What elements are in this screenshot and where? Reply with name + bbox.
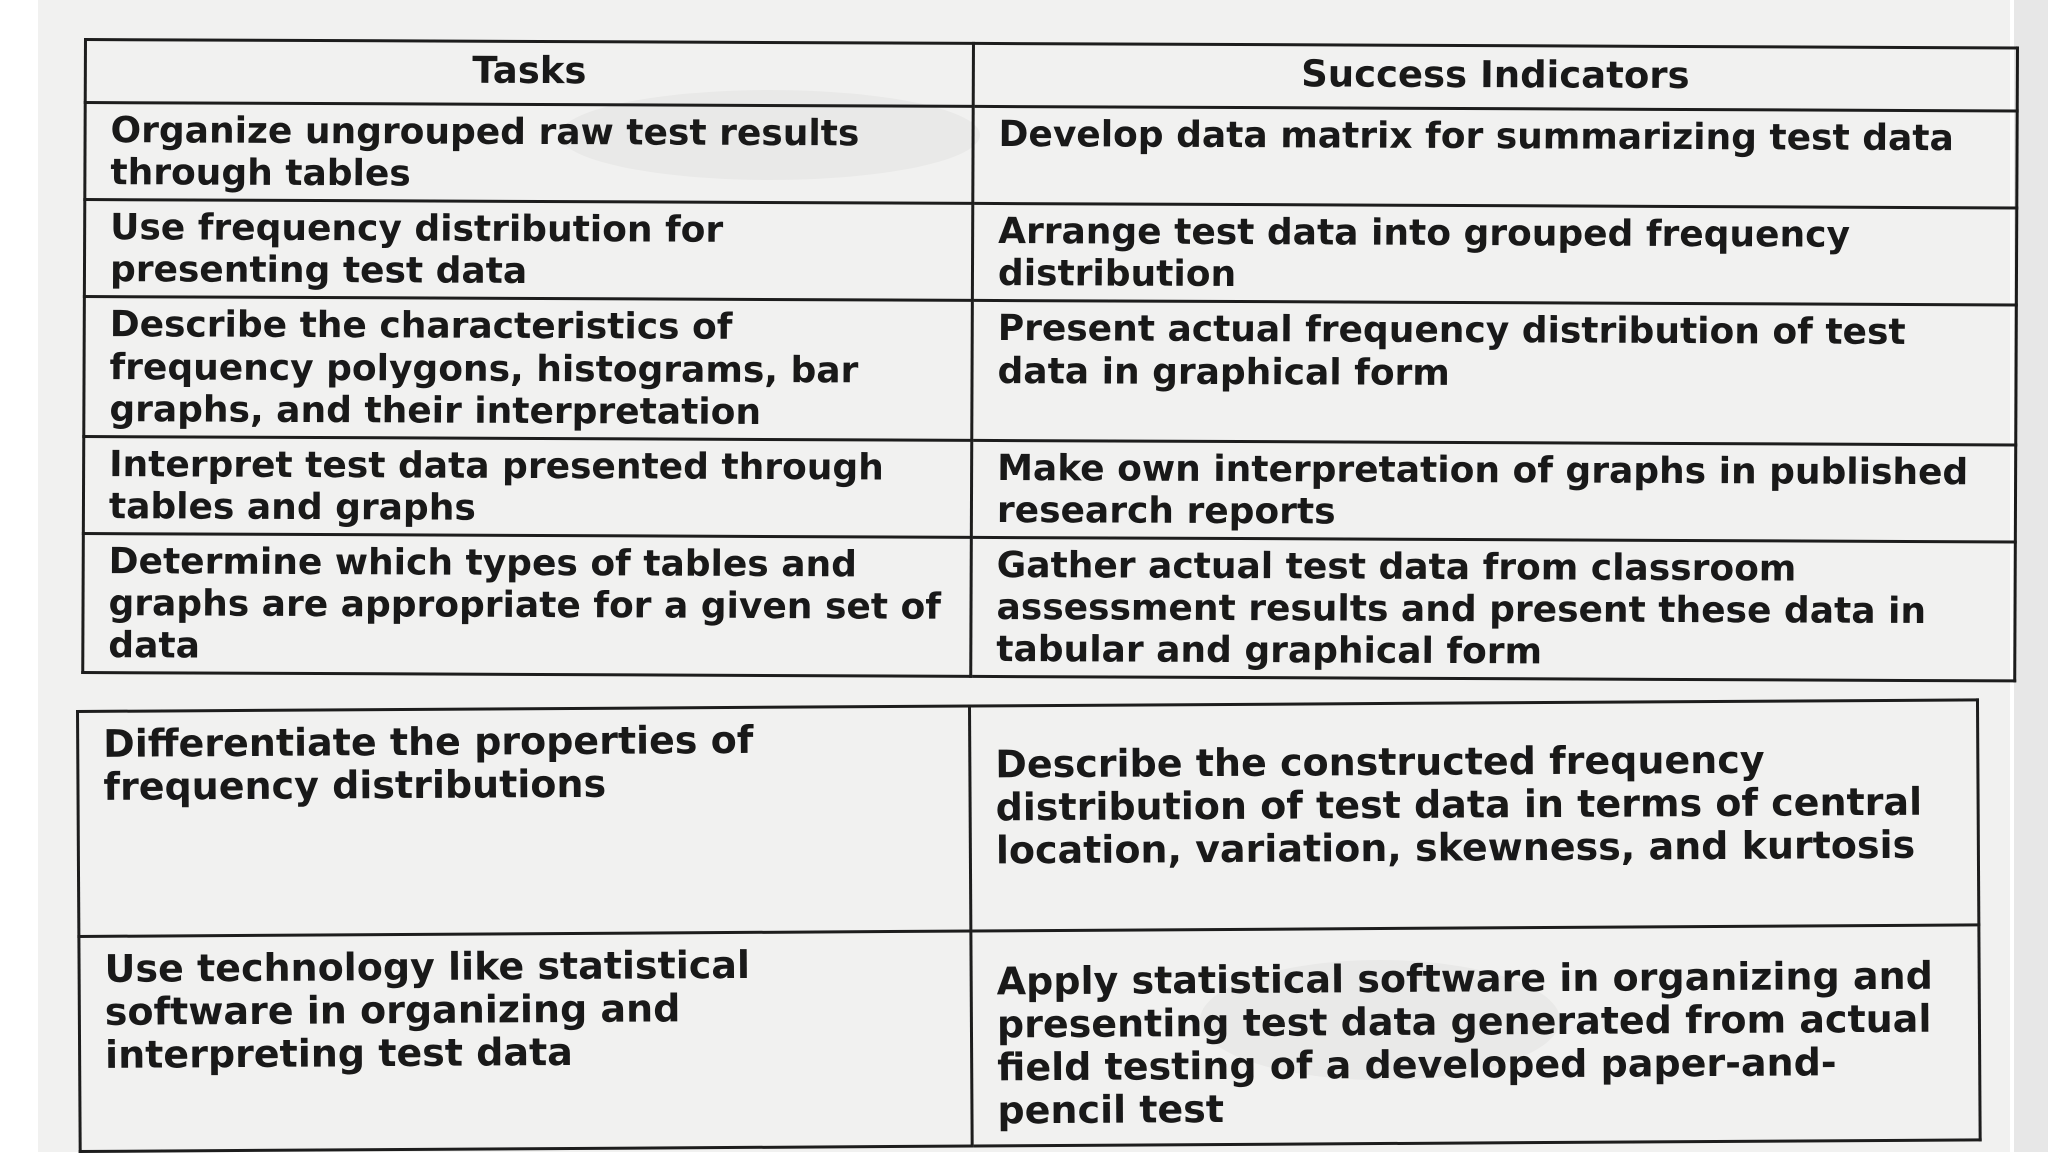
continuation-table bbox=[76, 698, 1982, 1153]
indicator-cell: Develop data matrix for summarizing test data bbox=[973, 106, 2017, 208]
task-cell: Differentiate the properties of frequency distributions bbox=[78, 706, 971, 936]
table-row bbox=[83, 436, 2015, 542]
indicator-cell: Gather actual test data from classroom assessment results and present these data in tabular and graphical form bbox=[971, 537, 2016, 681]
table-row bbox=[85, 103, 2017, 209]
table-row bbox=[84, 200, 2016, 306]
table-row bbox=[83, 533, 2016, 681]
task-cell: Organize ungrouped raw test results through tables bbox=[85, 103, 973, 204]
task-cell: Determine which types of tables and graphs are appropriate for a given set of data bbox=[83, 533, 972, 676]
task-cell: Interpret test data presented through tables and graphs bbox=[83, 436, 971, 537]
header-tasks: Tasks bbox=[85, 40, 973, 107]
table-row bbox=[79, 925, 1980, 1152]
tasks-indicators-table bbox=[81, 38, 2019, 683]
task-cell: Describe the characteristics of frequency polygons, histograms, bar graphs, and their interpretation bbox=[84, 297, 973, 440]
task-cell: Use frequency distribution for presenting test data bbox=[84, 200, 972, 301]
indicator-cell: Arrange test data into grouped frequency distribution bbox=[972, 204, 2016, 306]
indicator-cell: Make own interpretation of graphs in published research reports bbox=[971, 440, 2015, 542]
table-row bbox=[78, 700, 1979, 937]
table-row bbox=[84, 297, 2017, 445]
table-header-row bbox=[85, 40, 2017, 111]
page-edge bbox=[2014, 0, 2048, 1152]
indicator-cell: Apply statistical software in organizing and presenting test data generated from actual field testing of a developed paper-and-pencil test bbox=[971, 925, 1980, 1146]
header-success-indicators: Success Indicators bbox=[973, 43, 2017, 111]
task-cell: Use technology like statistical software in organizing and interpreting test data bbox=[79, 931, 972, 1151]
indicator-cell: Describe the constructed frequency distribution of test data in terms of central location, variation, skewness, and kurtosis bbox=[969, 700, 1978, 931]
indicator-cell: Present actual frequency distribution of test data in graphical form bbox=[972, 301, 2017, 445]
